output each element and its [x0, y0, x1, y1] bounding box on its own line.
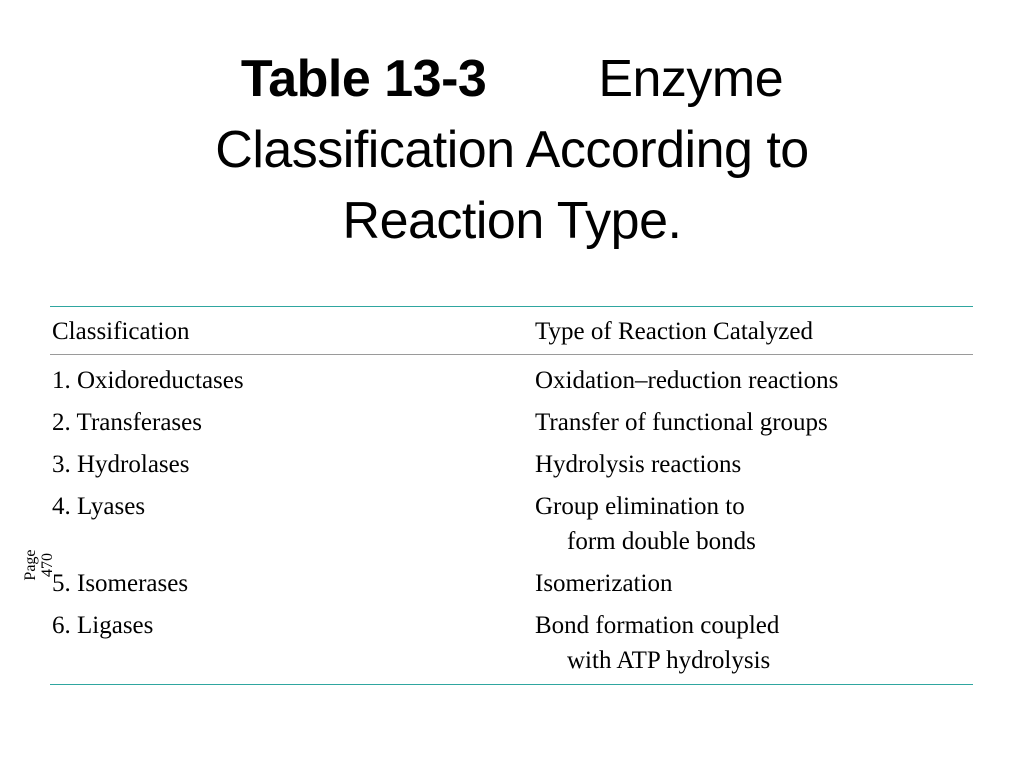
table-row-4-reaction-line-1: Group elimination to: [535, 493, 745, 520]
header-rule: [50, 354, 973, 355]
table-row-6-reaction-line-1: Bond formation coupled: [535, 612, 780, 639]
table-row-6-classification: 6. Ligases: [52, 612, 154, 639]
page-reference-number: 470: [39, 553, 56, 577]
title-line-1: [60, 44, 964, 115]
title-line-1-text: Enzyme: [598, 50, 784, 108]
table-top-rule: [50, 306, 973, 307]
table-row-3-classification: 3. Hydrolases: [52, 451, 190, 478]
page-reference-label: Page: [22, 549, 39, 581]
page-reference: [22, 545, 62, 585]
table-row-1-reaction: Oxidation–reduction reactions: [535, 367, 839, 394]
enzyme-classification-table: [50, 306, 973, 686]
table-row-2-classification: 2. Transferases: [52, 409, 202, 436]
slide-title: [60, 44, 964, 257]
header-reaction-type: Type of Reaction Catalyzed: [535, 318, 814, 345]
table-number: Table 13-3: [240, 50, 487, 108]
table-row-6-reaction-line-2: with ATP hydrolysis: [567, 647, 771, 674]
header-classification: Classification: [52, 318, 190, 345]
table-row-2-reaction: Transfer of functional groups: [535, 409, 828, 436]
table-row-5-classification: 5. Isomerases: [52, 570, 189, 597]
table-row-4-classification: 4. Lyases: [52, 493, 146, 520]
table-row-1-classification: 1. Oxidoreductases: [52, 367, 244, 394]
table-bottom-rule: [50, 684, 973, 685]
table-row-5-reaction: Isomerization: [535, 570, 673, 597]
title-line-3: Reaction Type.: [342, 192, 682, 250]
table-row-4-reaction-line-2: form double bonds: [567, 528, 756, 555]
table-row-3-reaction: Hydrolysis reactions: [535, 451, 742, 478]
title-line-2: Classification According to: [215, 121, 809, 179]
